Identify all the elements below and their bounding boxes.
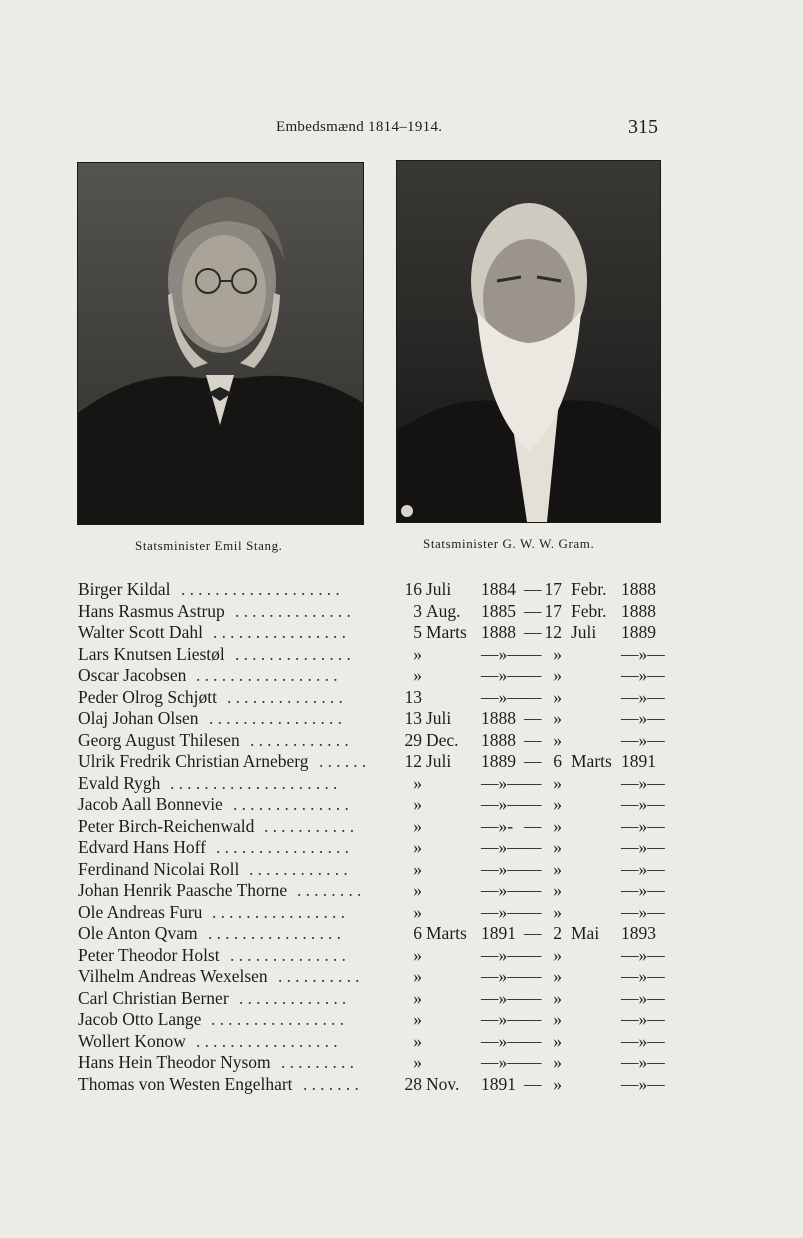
end-day: »: [553, 815, 562, 836]
table-row: [78, 622, 668, 644]
portrait-photo-stang: [77, 162, 364, 525]
leader-dots: ...................: [181, 579, 344, 599]
end-year: —»—: [621, 772, 665, 793]
end-year: —»—: [621, 794, 665, 814]
start-day: »: [413, 1030, 422, 1051]
range-dash: —: [524, 794, 542, 814]
end-year: 1888: [621, 600, 656, 621]
end-year: —»—: [621, 708, 665, 728]
official-name: Ole Andreas Furu: [78, 901, 203, 922]
official-name: Peder Olrog Schjøtt: [78, 686, 218, 707]
table-row: [78, 859, 668, 881]
start-day: »: [413, 794, 422, 814]
table-row: [78, 601, 668, 623]
table-row: [78, 945, 668, 967]
end-day: »: [553, 686, 562, 707]
start-year: —»—: [481, 880, 525, 900]
table-row: [78, 902, 668, 924]
start-month: Juli: [426, 751, 452, 771]
leader-dots: ..............: [233, 794, 354, 814]
official-name: Georg August Thilesen: [78, 729, 240, 750]
official-name: Ferdinand Nicolai Roll: [78, 858, 240, 879]
range-dash: —: [524, 1073, 542, 1094]
leader-dots: .............: [239, 987, 351, 1008]
official-name: Jacob Otto Lange: [78, 1009, 202, 1029]
start-year: —»—: [481, 665, 525, 685]
table-row: [78, 966, 668, 988]
start-year: —»—: [481, 1052, 525, 1072]
table-row: [78, 923, 668, 945]
range-dash: —: [524, 579, 542, 599]
leader-dots: ....................: [170, 772, 342, 793]
end-year: 1889: [621, 622, 656, 642]
table-row: [78, 730, 668, 752]
end-day: »: [553, 944, 562, 965]
range-dash: —: [524, 880, 542, 900]
range-dash: —: [524, 901, 542, 922]
leader-dots: .........: [281, 1052, 359, 1072]
end-day: »: [553, 987, 562, 1008]
end-year: —»—: [621, 1030, 665, 1051]
range-dash: —: [524, 708, 542, 728]
end-day: »: [553, 837, 562, 857]
table-row: [78, 579, 668, 601]
end-day: 17: [544, 600, 562, 621]
leader-dots: ............: [249, 858, 352, 879]
start-day: 13: [404, 686, 422, 707]
end-year: —»—: [621, 837, 665, 857]
end-day: 17: [544, 579, 562, 599]
leader-dots: ................: [208, 923, 346, 943]
end-year: —»—: [621, 966, 665, 986]
range-dash: —: [524, 1030, 542, 1051]
leader-dots: ................: [212, 901, 350, 922]
end-day: »: [553, 858, 562, 879]
start-day: »: [413, 1009, 422, 1029]
end-year: —»—: [621, 729, 665, 750]
official-name: Peter Theodor Holst: [78, 944, 220, 965]
official-name: Wollert Konow: [78, 1030, 186, 1051]
official-name: Ulrik Fredrik Christian Arneberg: [78, 751, 309, 771]
leader-dots: ........: [297, 880, 366, 900]
leader-dots: .......: [303, 1073, 364, 1094]
portrait-caption-stang: Statsminister Emil Stang.: [135, 538, 283, 553]
start-year: —»—: [481, 944, 525, 965]
end-day: 12: [544, 622, 562, 642]
official-name: Hans Rasmus Astrup: [78, 600, 225, 621]
official-name: Vilhelm Andreas Wexelsen: [78, 966, 268, 986]
leader-dots: ..............: [235, 643, 356, 664]
start-day: 12: [404, 751, 422, 771]
end-year: —»—: [621, 987, 665, 1008]
range-dash: —: [524, 643, 542, 664]
table-row: [78, 1052, 668, 1074]
end-day: »: [553, 1073, 562, 1094]
end-day: »: [553, 665, 562, 685]
official-name: Jacob Aall Bonnevie: [78, 794, 223, 814]
start-month: Marts: [426, 622, 467, 642]
leader-dots: ................: [213, 622, 351, 642]
official-name: Ole Anton Qvam: [78, 923, 198, 943]
table-row: [78, 794, 668, 816]
range-dash: —: [524, 987, 542, 1008]
end-day: »: [553, 772, 562, 793]
end-day: »: [553, 1009, 562, 1029]
start-year: 1885: [481, 600, 516, 621]
table-row: [78, 1009, 668, 1031]
range-dash: —: [524, 729, 542, 750]
start-day: »: [413, 665, 422, 685]
end-month: Febr.: [571, 600, 607, 621]
leader-dots: ..............: [235, 600, 356, 621]
start-day: 13: [404, 708, 422, 728]
start-year: —»—: [481, 686, 525, 707]
end-year: —»—: [621, 665, 665, 685]
table-row: [78, 1074, 668, 1096]
end-day: »: [553, 729, 562, 750]
start-day: »: [413, 815, 422, 836]
range-dash: —: [524, 837, 542, 857]
end-day: »: [553, 708, 562, 728]
start-day: »: [413, 837, 422, 857]
range-dash: —: [524, 751, 542, 771]
leader-dots: ..............: [230, 944, 351, 965]
end-day: »: [553, 794, 562, 814]
start-year: —»—: [481, 966, 525, 986]
start-year: 1888: [481, 708, 516, 728]
range-dash: —: [524, 1052, 542, 1072]
table-row: [78, 687, 668, 709]
official-name: Hans Hein Theodor Nysom: [78, 1052, 271, 1072]
start-year: 1891: [481, 923, 516, 943]
end-month: Mai: [571, 923, 600, 943]
official-name: Birger Kildal: [78, 579, 171, 599]
end-year: —»—: [621, 880, 665, 900]
page-header-title: Embedsmænd 1814–1914.: [276, 119, 443, 135]
end-year: 1893: [621, 923, 656, 943]
range-dash: —: [524, 772, 542, 793]
end-year: —»—: [621, 858, 665, 879]
end-month: Febr.: [571, 579, 607, 599]
range-dash: —: [524, 858, 542, 879]
leader-dots: ..............: [227, 686, 348, 707]
official-name: Lars Knutsen Liestøl: [78, 643, 225, 664]
leader-dots: .................: [196, 665, 342, 685]
official-name: Carl Christian Berner: [78, 987, 229, 1008]
range-dash: —: [524, 1009, 542, 1029]
portrait-photo-gram: [396, 160, 661, 523]
leader-dots: ............: [250, 729, 353, 750]
start-year: —»—: [481, 1030, 525, 1051]
official-name: Oscar Jacobsen: [78, 665, 187, 685]
end-day: »: [553, 880, 562, 900]
end-month: Juli: [571, 622, 597, 642]
table-row: [78, 773, 668, 795]
start-year: —»—: [481, 901, 525, 922]
range-dash: —: [524, 944, 542, 965]
start-day: »: [413, 858, 422, 879]
start-month: Nov.: [426, 1073, 460, 1094]
start-year: —»-: [481, 815, 514, 836]
end-year: —»—: [621, 643, 665, 664]
start-day: »: [413, 880, 422, 900]
start-day: »: [413, 643, 422, 664]
range-dash: —: [524, 686, 542, 707]
range-dash: —: [524, 600, 542, 621]
end-year: —»—: [621, 686, 665, 707]
start-year: 1888: [481, 729, 516, 750]
start-year: 1884: [481, 579, 516, 599]
start-year: —»—: [481, 858, 525, 879]
start-year: —»—: [481, 772, 525, 793]
start-year: —»—: [481, 987, 525, 1008]
end-year: —»—: [621, 901, 665, 922]
start-month: Marts: [426, 923, 467, 943]
start-day: »: [413, 987, 422, 1008]
leader-dots: ................: [216, 837, 354, 857]
end-month: Marts: [571, 751, 612, 771]
official-name: Edvard Hans Hoff: [78, 837, 206, 857]
official-name: Evald Rygh: [78, 772, 161, 793]
table-row: [78, 644, 668, 666]
leader-dots: ..........: [278, 966, 364, 986]
table-row: [78, 665, 668, 687]
end-day: »: [553, 901, 562, 922]
range-dash: —: [524, 622, 542, 642]
start-day: »: [413, 944, 422, 965]
table-row: [78, 1031, 668, 1053]
leader-dots: ................: [211, 1009, 349, 1029]
start-year: 1891: [481, 1073, 516, 1094]
range-dash: —: [524, 665, 542, 685]
end-day: »: [553, 1052, 562, 1072]
leader-dots: ...........: [264, 815, 359, 836]
end-year: —»—: [621, 1052, 665, 1072]
table-row: [78, 837, 668, 859]
start-month: Aug.: [426, 600, 461, 621]
range-dash: —: [524, 815, 542, 836]
start-month: Juli: [426, 708, 452, 728]
end-day: »: [553, 966, 562, 986]
start-year: —»—: [481, 1009, 525, 1029]
start-month: Juli: [426, 579, 452, 599]
start-year: 1888: [481, 622, 516, 642]
portrait-caption-gram: Statsminister G. W. W. Gram.: [423, 536, 595, 551]
table-row: [78, 988, 668, 1010]
start-year: —»—: [481, 643, 525, 664]
table-row: [78, 816, 668, 838]
table-row: [78, 708, 668, 730]
leader-dots: .................: [196, 1030, 342, 1051]
range-dash: —: [524, 923, 542, 943]
end-year: —»—: [621, 815, 665, 836]
start-year: 1889: [481, 751, 516, 771]
table-row: [78, 751, 668, 773]
end-year: —»—: [621, 944, 665, 965]
start-day: »: [413, 966, 422, 986]
end-day: 6: [553, 751, 562, 771]
officials-table: [78, 579, 668, 1095]
start-day: 29: [404, 729, 422, 750]
range-dash: —: [524, 966, 542, 986]
official-name: Peter Birch-Reichenwald: [78, 815, 255, 836]
start-day: 3: [413, 600, 422, 621]
end-year: —»—: [621, 1009, 665, 1029]
start-day: 16: [404, 579, 422, 599]
end-year: —»—: [621, 1073, 665, 1094]
start-day: »: [413, 1052, 422, 1072]
leader-dots: ......: [319, 751, 371, 771]
start-day: »: [413, 772, 422, 793]
end-year: 1891: [621, 751, 656, 771]
start-year: —»—: [481, 837, 525, 857]
start-year: —»—: [481, 794, 525, 814]
start-day: »: [413, 901, 422, 922]
official-name: Olaj Johan Olsen: [78, 708, 199, 728]
end-year: 1888: [621, 579, 656, 599]
official-name: Johan Henrik Paasche Thorne: [78, 880, 288, 900]
start-day: 5: [413, 622, 422, 642]
start-day: 6: [413, 923, 422, 943]
end-day: 2: [553, 923, 562, 943]
official-name: Walter Scott Dahl: [78, 622, 203, 642]
official-name: Thomas von Westen Engelhart: [78, 1073, 293, 1094]
end-day: »: [553, 1030, 562, 1051]
table-row: [78, 880, 668, 902]
end-day: »: [553, 643, 562, 664]
start-month: Dec.: [426, 729, 459, 750]
page-number: 315: [628, 116, 658, 138]
leader-dots: ................: [209, 708, 347, 728]
start-day: 28: [404, 1073, 422, 1094]
